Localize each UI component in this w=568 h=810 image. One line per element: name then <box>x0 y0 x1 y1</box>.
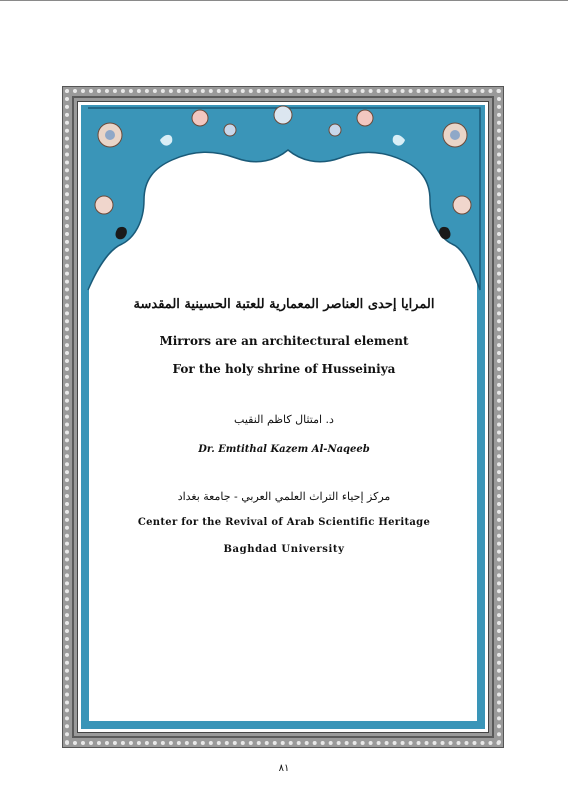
author-english: Dr. Emtithal Kazem Al-Naqeeb <box>198 444 370 455</box>
title-english-line2: For the holy shrine of Husseiniya <box>172 362 396 376</box>
institution-arabic: مركز إحياء التراث العلمي العربي - جامعة بغداد <box>177 490 391 503</box>
institution-english-line1: Center for the Revival of Arab Scientific Heritage <box>137 517 431 528</box>
title-english-line1: Mirrors are an architectural element <box>159 334 409 348</box>
page-number: ٨١ <box>278 763 290 774</box>
title-arabic: المرايا إحدى العناصر المعمارية للعتبة الحسينية المقدسة <box>133 297 435 312</box>
author-arabic: د. امتثال كاظم النقيب <box>234 413 334 426</box>
institution-english-line2: Baghdad University <box>223 544 345 555</box>
